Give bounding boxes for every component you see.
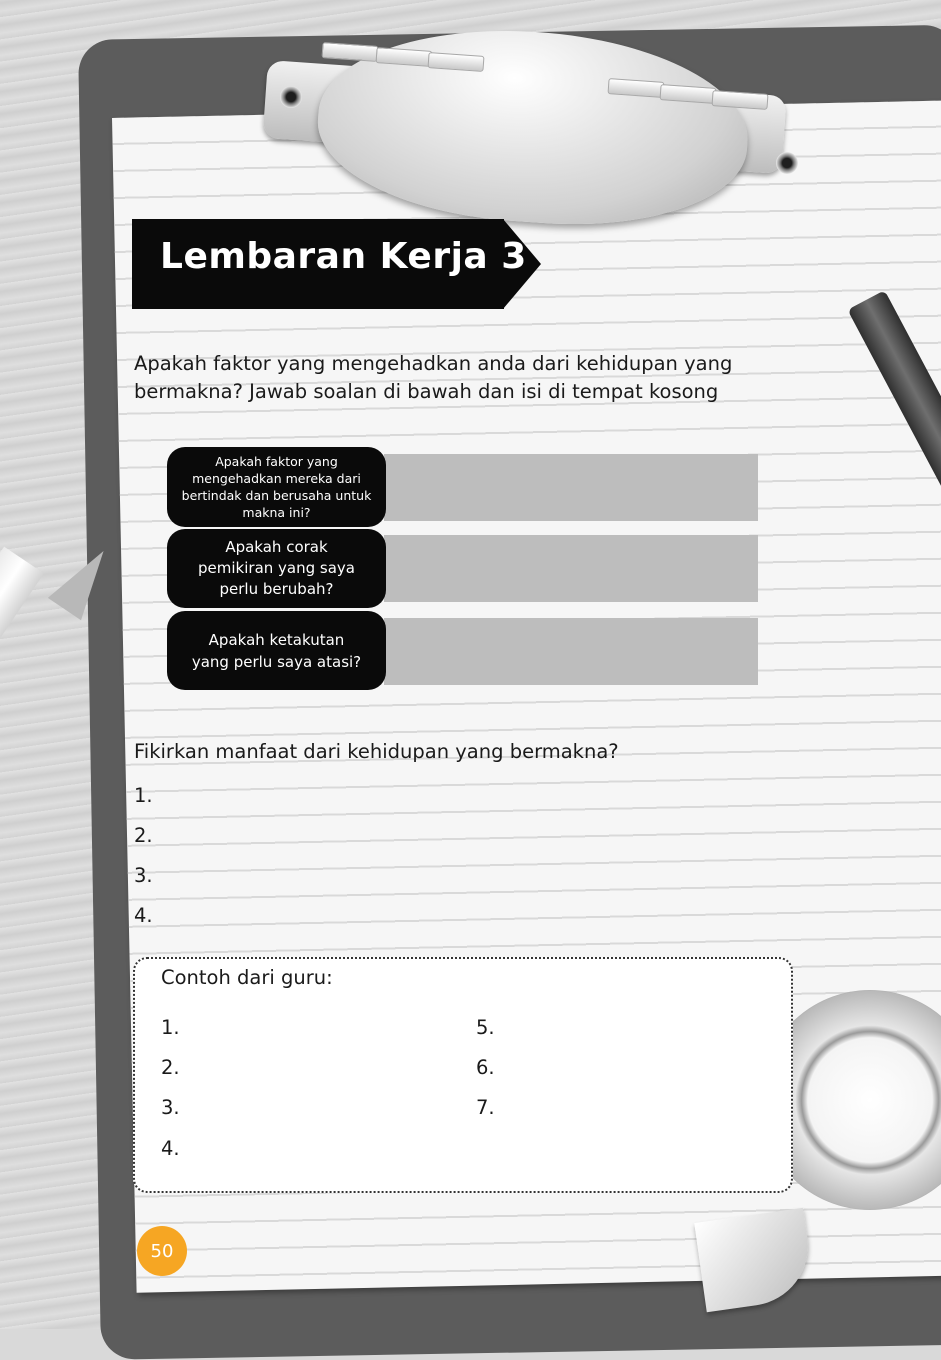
list-item: 6. (476, 1056, 495, 1079)
teacher-example-box (133, 957, 793, 1193)
list-item: 1. (134, 784, 153, 807)
question-2: Apakah corak pemikiran yang saya perlu berubah? (167, 529, 386, 608)
answer-field-2[interactable] (384, 535, 758, 602)
intro-text: Apakah faktor yang mengehadkan anda dari kehidupan yang bermakna? Jawab soalan di bawah dan isi di tempat kosong (134, 352, 733, 403)
list-item: 4. (161, 1137, 180, 1160)
list-item: 2. (134, 824, 153, 847)
list-item: 5. (476, 1016, 495, 1039)
page-title: Lembaran Kerja 3 (160, 236, 527, 277)
list-item: 3. (161, 1096, 180, 1119)
list-item: 4. (134, 904, 153, 927)
question-1: Apakah faktor yang mengehadkan mereka dari bertindak dan berusaha untuk makna ini? (167, 447, 386, 527)
list-item: 1. (161, 1016, 180, 1039)
list-item: 3. (134, 864, 153, 887)
list-item: 2. (161, 1056, 180, 1079)
page-number-badge: 50 (137, 1226, 187, 1276)
question-3: Apakah ketakutan yang perlu saya atasi? (167, 611, 386, 690)
answer-field-1[interactable] (384, 454, 758, 521)
teacher-example-title: Contoh dari guru: (161, 966, 333, 989)
answer-field-3[interactable] (384, 618, 758, 685)
list-item: 7. (476, 1096, 495, 1119)
benefits-prompt: Fikirkan manfaat dari kehidupan yang bermakna? (134, 740, 619, 763)
